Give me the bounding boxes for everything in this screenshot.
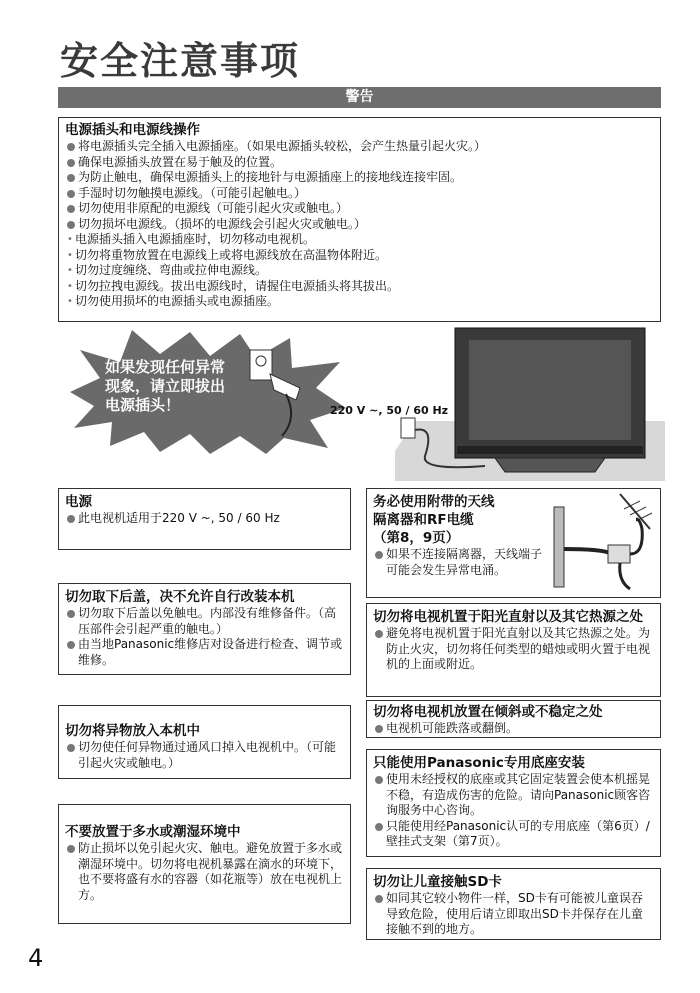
back-cover-section xyxy=(58,583,351,675)
sub-list-item: • 切勿将重物放置在电源线上或将电源线放在高温物体附近。 xyxy=(65,248,654,264)
section-heading: 切勿将异物放入本机中 xyxy=(65,723,200,739)
stand-section xyxy=(366,749,661,857)
warning-bar: 警告 xyxy=(58,87,661,108)
tilt-section xyxy=(366,700,661,738)
list-item: 为防止触电，确保电源插头上的接地针与电源插座上的接地线连接牢固。 xyxy=(65,170,654,186)
list-item: 切勿损坏电源线。（损坏的电源线会引起火灾或触电。） xyxy=(65,217,654,233)
sunlight-section xyxy=(366,603,661,697)
section-heading: 隔离器和RF电缆 xyxy=(373,512,474,528)
burst-line: 现象，请立即拔出 xyxy=(105,377,226,395)
burst-line: 电源插头！ xyxy=(105,396,181,414)
section-heading: （第8，9页） xyxy=(373,530,460,546)
list-item: 防止损坏以免引起火灾、触电。避免放置于多水或潮湿环境中。切勿将电视机暴露在滴水的环境下，也不要将盛有水的容器（如花瓶等）放在电视机上方。 xyxy=(65,841,344,903)
section-heading: 切勿让儿童接触SD卡 xyxy=(373,874,502,890)
section-heading: 切勿将电视机置于阳光直射以及其它热源之处 xyxy=(373,609,643,625)
section-heading: 务必使用附带的天线 xyxy=(373,494,495,510)
list-item: 避免将电视机置于阳光直射以及其它热源之处。为防止火灾，切勿将任何类型的蜡烛或明火置于电视机的上面或附近。 xyxy=(373,626,654,673)
outlet-icon xyxy=(401,418,415,438)
list-item: 切勿取下后盖以免触电。内部没有维修备件。（高压部件会引起严重的触电。） xyxy=(65,606,344,637)
isolator-icon xyxy=(608,545,630,563)
sub-list-item: • 切勿拉拽电源线。拔出电源线时，请握住电源插头将其拔出。 xyxy=(65,279,654,295)
list-item: 将电源插头完全插入电源插座。（如果电源插头较松，会产生热量引起火灾。） xyxy=(65,139,654,155)
water-section xyxy=(58,804,351,924)
list-item: 使用未经授权的底座或其它固定装置会使本机摇晃不稳，有造成伤害的危险。请向Panasonic顾客咨询服务中心咨询。 xyxy=(373,772,654,819)
list-item: 只能使用经Panasonic认可的专用底座（第6页）/ 壁挂式支架（第7页）。 xyxy=(373,819,654,850)
section-heading: 电源插头和电源线操作 xyxy=(65,122,200,138)
sub-list-item: • 切勿过度缠绕、弯曲或拉伸电源线。 xyxy=(65,263,654,279)
section-heading: 不要放置于多水或潮湿环境中 xyxy=(65,824,241,840)
power-supply-section xyxy=(58,488,351,550)
section-heading: 切勿将电视机放置在倾斜或不稳定之处 xyxy=(373,704,603,720)
section-heading: 电源 xyxy=(65,494,92,510)
page-number: 4 xyxy=(28,944,44,972)
list-item: 由当地Panasonic维修店对设备进行检查、调节或维修。 xyxy=(65,637,344,668)
list-item: 如同其它较小物件一样，SD卡有可能被儿童误吞导致危险，使用后请立即取出SD卡并保存在儿童接触不到的地方。 xyxy=(373,891,654,938)
page-title: 安全注意事项 xyxy=(60,39,301,83)
voltage-label: 220 V ~, 50 / 60 Hz xyxy=(330,404,449,417)
burst-line: 如果发现任何异常 xyxy=(105,358,226,376)
sub-list-item: • 电源插头插入电源插座时，切勿移动电视机。 xyxy=(65,232,654,248)
list-item: 手湿时切勿触摸电源线。（可能引起触电。） xyxy=(65,186,654,202)
list-item: 此电视机适用于220 V ~, 50 / 60 Hz xyxy=(65,511,344,527)
sd-card-section xyxy=(366,868,661,940)
list-item: 切勿使用非原配的电源线（可能引起火灾或触电。） xyxy=(65,201,654,217)
burst-message xyxy=(105,358,225,415)
list-item: 电视机可能跌落或翻倒。 xyxy=(373,721,654,737)
section-heading: 只能使用Panasonic专用底座安装 xyxy=(373,755,585,771)
antenna-illustration xyxy=(540,489,660,594)
list-item: 切勿使任何异物通过通风口掉入电视机中。（可能引起火灾或触电。） xyxy=(65,740,344,771)
list-item: 确保电源插头放置在易于触及的位置。 xyxy=(65,155,654,171)
foreign-object-section xyxy=(58,705,351,779)
sub-list-item: • 切勿使用损坏的电源插头或电源插座。 xyxy=(65,294,654,310)
antenna-icon xyxy=(620,494,652,529)
power-plug-section xyxy=(58,117,661,322)
list-item: 如果不连接隔离器，天线端子可能会发生异常电涌。 xyxy=(373,547,553,578)
section-heading: 切勿取下后盖，决不允许自行改装本机 xyxy=(65,589,295,605)
tv-illustration xyxy=(395,326,665,481)
